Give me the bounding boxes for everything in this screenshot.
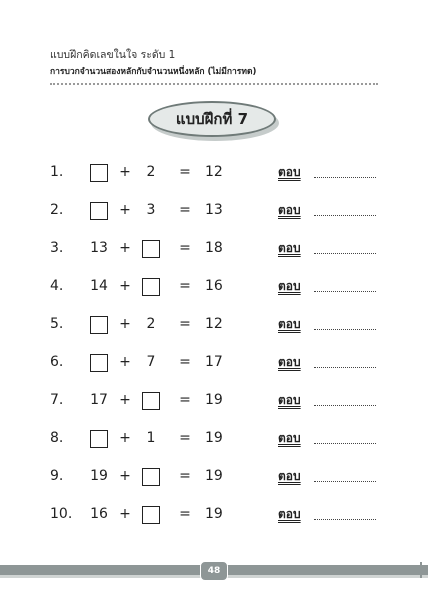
problem-number: 5.: [50, 316, 64, 332]
answer-line[interactable]: [314, 367, 376, 368]
answer-box-wrap: [140, 274, 162, 298]
operand: 13: [90, 240, 108, 256]
problem-row: [0, 236, 428, 260]
problem-row: [0, 350, 428, 374]
equals-sign: =: [179, 430, 191, 446]
plus-sign: +: [119, 430, 131, 446]
header-divider: [50, 83, 378, 85]
problem-row: [0, 464, 428, 488]
sum-value: 19: [205, 430, 223, 446]
sum-value: 16: [205, 278, 223, 294]
plus-sign: +: [119, 164, 131, 180]
answer-box[interactable]: [142, 506, 160, 524]
answer-box[interactable]: [142, 240, 160, 258]
exercise-title: แบบฝึกที่ 7: [148, 101, 276, 137]
answer-line[interactable]: [314, 443, 376, 444]
footer-tick: [420, 562, 422, 578]
plus-sign: +: [119, 506, 131, 522]
answer-box[interactable]: [90, 202, 108, 220]
equals-sign: =: [179, 278, 191, 294]
answer-box-wrap: [88, 426, 110, 450]
answer-box[interactable]: [142, 468, 160, 486]
operand: 2: [146, 316, 156, 332]
operand: 17: [90, 392, 108, 408]
answer-label: ตอบ: [278, 165, 301, 179]
answer-box-wrap: [140, 388, 162, 412]
answer-box[interactable]: [142, 392, 160, 410]
problem-row: [0, 274, 428, 298]
answer-box-wrap: [140, 502, 162, 526]
equals-sign: =: [179, 468, 191, 484]
answer-label: ตอบ: [278, 241, 301, 255]
plus-sign: +: [119, 202, 131, 218]
equals-sign: =: [179, 392, 191, 408]
answer-line[interactable]: [314, 405, 376, 406]
equals-sign: =: [179, 240, 191, 256]
sum-value: 19: [205, 468, 223, 484]
plus-sign: +: [119, 316, 131, 332]
answer-line[interactable]: [314, 329, 376, 330]
sum-value: 12: [205, 164, 223, 180]
problem-number: 7.: [50, 392, 64, 408]
problem-number: 6.: [50, 354, 64, 370]
sum-value: 18: [205, 240, 223, 256]
answer-label: ตอบ: [278, 203, 301, 217]
sum-value: 19: [205, 392, 223, 408]
answer-box[interactable]: [90, 430, 108, 448]
problem-row: [0, 198, 428, 222]
operand: 19: [90, 468, 108, 484]
answer-box-wrap: [88, 198, 110, 222]
plus-sign: +: [119, 278, 131, 294]
sum-value: 17: [205, 354, 223, 370]
answer-box-wrap: [140, 236, 162, 260]
answer-line[interactable]: [314, 253, 376, 254]
plus-sign: +: [119, 354, 131, 370]
answer-label: ตอบ: [278, 279, 301, 293]
sum-value: 13: [205, 202, 223, 218]
problem-number: 1.: [50, 164, 64, 180]
answer-box-wrap: [88, 350, 110, 374]
plus-sign: +: [119, 468, 131, 484]
answer-box[interactable]: [90, 164, 108, 182]
answer-label: ตอบ: [278, 507, 301, 521]
answer-box[interactable]: [90, 354, 108, 372]
equals-sign: =: [179, 316, 191, 332]
equals-sign: =: [179, 202, 191, 218]
answer-box-wrap: [88, 160, 110, 184]
answer-label: ตอบ: [278, 317, 301, 331]
problem-number: 3.: [50, 240, 64, 256]
answer-box[interactable]: [90, 316, 108, 334]
problem-row: [0, 312, 428, 336]
problem-number: 8.: [50, 430, 64, 446]
page-number: 48: [200, 561, 228, 581]
problem-row: [0, 160, 428, 184]
answer-line[interactable]: [314, 177, 376, 178]
operand: 3: [146, 202, 156, 218]
answer-box-wrap: [88, 312, 110, 336]
answer-line[interactable]: [314, 215, 376, 216]
problem-number: 4.: [50, 278, 64, 294]
answer-box-wrap: [140, 464, 162, 488]
book-title: แบบฝึกคิดเลขในใจ ระดับ 1: [50, 49, 176, 61]
equals-sign: =: [179, 506, 191, 522]
problem-number: 2.: [50, 202, 64, 218]
answer-line[interactable]: [314, 519, 376, 520]
plus-sign: +: [119, 240, 131, 256]
answer-label: ตอบ: [278, 393, 301, 407]
problem-row: [0, 388, 428, 412]
answer-label: ตอบ: [278, 469, 301, 483]
operand: 16: [90, 506, 108, 522]
sum-value: 19: [205, 506, 223, 522]
problem-row: [0, 426, 428, 450]
equals-sign: =: [179, 164, 191, 180]
answer-line[interactable]: [314, 291, 376, 292]
lesson-subtitle: การบวกจำนวนสองหลักกับจำนวนหนึ่งหลัก (ไม่มีการทด): [50, 67, 257, 77]
problem-row: [0, 502, 428, 526]
answer-label: ตอบ: [278, 431, 301, 445]
operand: 14: [90, 278, 108, 294]
answer-box[interactable]: [142, 278, 160, 296]
problem-number: 9.: [50, 468, 64, 484]
sum-value: 12: [205, 316, 223, 332]
plus-sign: +: [119, 392, 131, 408]
operand: 2: [146, 164, 156, 180]
problem-number: 10.: [50, 506, 73, 522]
answer-line[interactable]: [314, 481, 376, 482]
operand: 7: [146, 354, 156, 370]
operand: 1: [146, 430, 156, 446]
equals-sign: =: [179, 354, 191, 370]
answer-label: ตอบ: [278, 355, 301, 369]
